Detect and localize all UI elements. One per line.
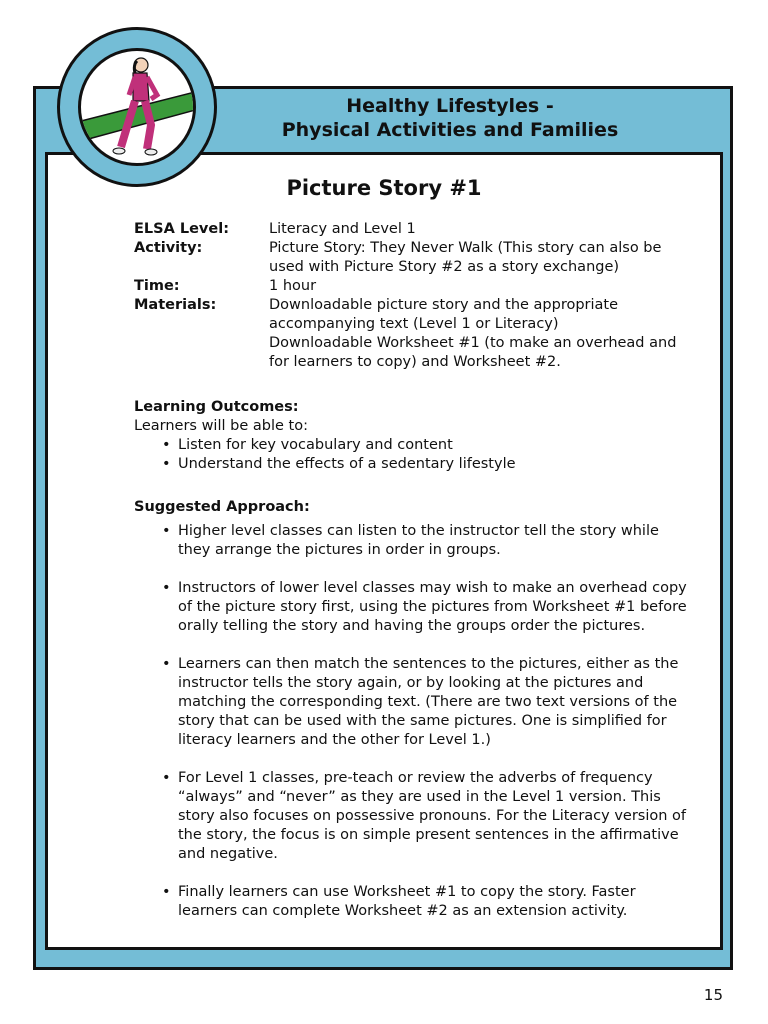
learning-outcomes-heading: Learning Outcomes: [134, 399, 299, 415]
info-row-activity [134, 239, 694, 277]
page-number: 15 [703, 986, 723, 1004]
info-value: Downloadable picture story and the appropriate accompanying text (Level 1 or Literacy) [269, 297, 619, 332]
suggested-approach-heading: Suggested Approach: [134, 499, 310, 515]
info-value: Picture Story: They Never Walk (This story can also be used with Picture Story #2 as a story exchange) [269, 240, 662, 275]
info-value: 1 hour [269, 278, 317, 294]
info-label: Time: [134, 278, 180, 294]
list-item: • Listen for key vocabulary and content [162, 436, 694, 455]
list-item: • Understand the effects of a sedentary lifestyle [162, 455, 694, 474]
info-row-time [134, 277, 694, 296]
info-row-materials [134, 296, 694, 334]
header-title-line2: Physical Activities and Families [281, 119, 619, 141]
learning-outcomes-list [134, 436, 694, 474]
header-title [220, 94, 680, 142]
page-title: Picture Story #1 [286, 176, 482, 200]
learning-outcomes-intro: Learners will be able to: [134, 418, 308, 434]
list-item: • Instructors of lower level classes may wish to make an overhead copy of the picture story first, using the pictures from Worksheet #1 before orally telling the story and having the groups order the pictures. [162, 579, 694, 636]
info-label: Activity: [134, 240, 203, 256]
header-title-line1: Healthy Lifestyles - [346, 95, 554, 117]
info-label: Materials: [134, 297, 217, 313]
list-item: • Learners can then match the sentences to the pictures, either as the instructor tells the story again, or by looking at the pictures and matching the corresponding text. (There are two text versions of the story that can be used with the same pictures. One is simplified for literacy learners and the other for Level 1.) [162, 655, 694, 750]
info-row-materials-2 [134, 334, 694, 372]
emblem [78, 48, 196, 166]
list-item: • For Level 1 classes, pre-teach or review the adverbs of frequency “always” and “never” as they are used in the Level 1 version. This story also focuses on possessive pronouns. For the Literacy version of the story, the focus is on simple present sentences in the affirmative and negative. [162, 769, 694, 864]
suggested-approach-list [134, 522, 694, 921]
info-label [134, 334, 269, 372]
list-item: • Finally learners can use Worksheet #1 to copy the story. Faster learners can complete Worksheet #2 as an extension activity. [162, 883, 694, 921]
list-item: • Higher level classes can listen to the instructor tell the story while they arrange the pictures in order in groups. [162, 522, 694, 560]
info-value: Downloadable Worksheet #1 (to make an overhead and for learners to copy) and Worksheet #2. [269, 335, 677, 370]
info-row-level [134, 220, 694, 239]
activity-content [134, 220, 694, 940]
info-value: Literacy and Level 1 [269, 221, 416, 237]
info-label: ELSA Level: [134, 221, 229, 237]
